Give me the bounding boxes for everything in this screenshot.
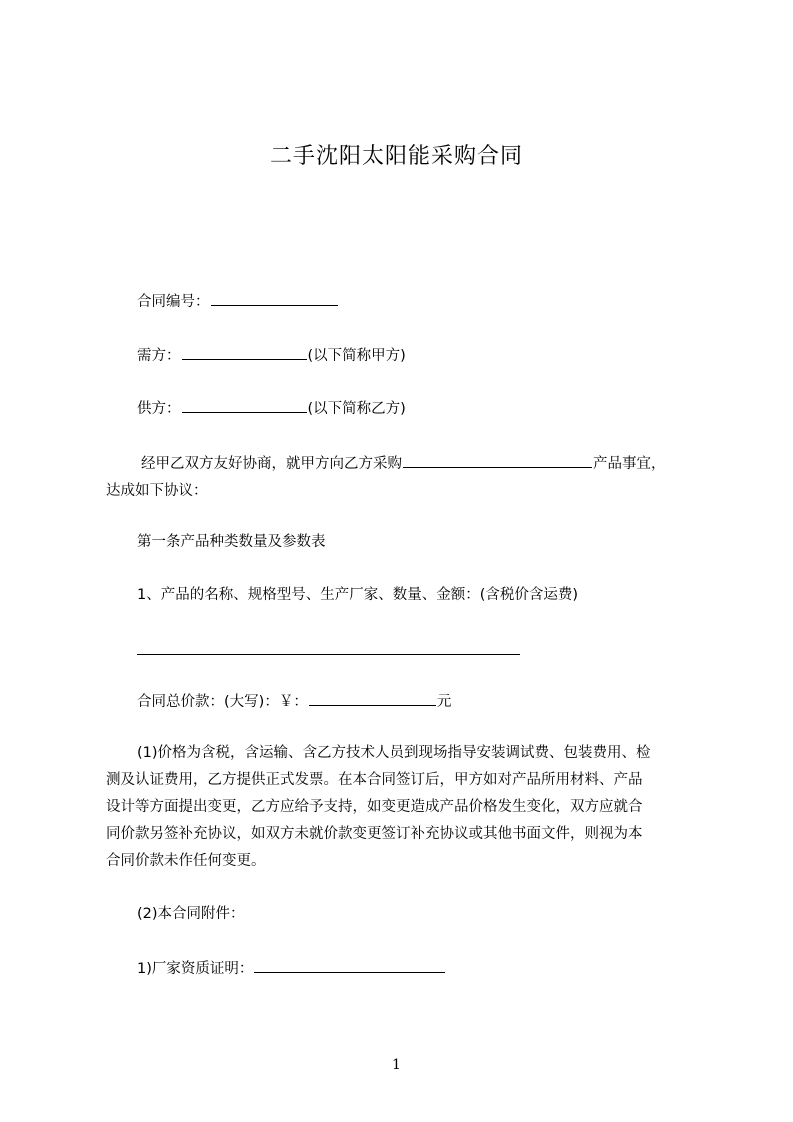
product-blank[interactable] [403, 453, 592, 468]
intro-line-2: 达成如下协议： [106, 483, 208, 499]
clause-2-text: (2)本合同附件： [137, 906, 245, 922]
contract-number-blank[interactable] [211, 291, 338, 306]
product-details-blank[interactable] [137, 654, 520, 655]
page-number: 1 [392, 1057, 401, 1073]
intro-paragraph [106, 451, 690, 505]
buyer-line [137, 345, 406, 366]
clause-1-line-4: 同价款另签补充协议，如双方未就价款变更签订补充协议或其他书面文件，则视为本 [106, 826, 643, 842]
buyer-label: 需方： [137, 348, 181, 364]
seller-line [137, 398, 406, 419]
buyer-suffix: (以下简称甲方) [307, 348, 406, 364]
intro-line-1 [106, 451, 690, 478]
item-1-text: 1、产品的名称、规格型号、生产厂家、数量、金额：(含税价含运费) [137, 587, 579, 603]
seller-blank[interactable] [182, 398, 307, 413]
buyer-blank[interactable] [182, 345, 307, 360]
clause-1-line-5: 合同价款未作任何变更。 [106, 853, 266, 869]
attachment-1-line [137, 958, 446, 979]
intro-prefix: 经甲乙双方友好协商，就甲方向乙方采购 [141, 456, 402, 472]
seller-suffix: (以下简称乙方) [307, 401, 406, 417]
intro-suffix: 产品事宜， [593, 456, 666, 472]
total-price-label: 合同总价款：(大写)：￥： [137, 694, 308, 710]
document-title: 二手沈阳太阳能采购合同 [269, 144, 523, 169]
contract-number-line [137, 291, 339, 312]
clause-1-paragraph [106, 740, 690, 875]
contract-number-label: 合同编号： [137, 294, 210, 310]
clause-1-line-1: (1)价格为含税，含运输、含乙方技术人员到现场指导安装调试费、包装费用、检 [137, 745, 651, 761]
seller-label: 供方： [137, 401, 181, 417]
attachment-1-blank[interactable] [254, 958, 445, 973]
attachment-1-label: 1)厂家资质证明： [137, 961, 254, 977]
clause-1-line-2: 测及认证费用，乙方提供正式发票。在本合同签订后，甲方如对产品所用材料、产品 [106, 772, 643, 788]
total-price-blank[interactable] [309, 691, 436, 706]
total-price-unit: 元 [436, 694, 452, 710]
total-price-line [137, 691, 451, 712]
clause-1-line-3: 设计等方面提出变更，乙方应给予支持，如变更造成产品价格发生变化，双方应就合 [106, 799, 643, 815]
article-1-heading: 第一条产品种类数量及参数表 [137, 534, 326, 550]
